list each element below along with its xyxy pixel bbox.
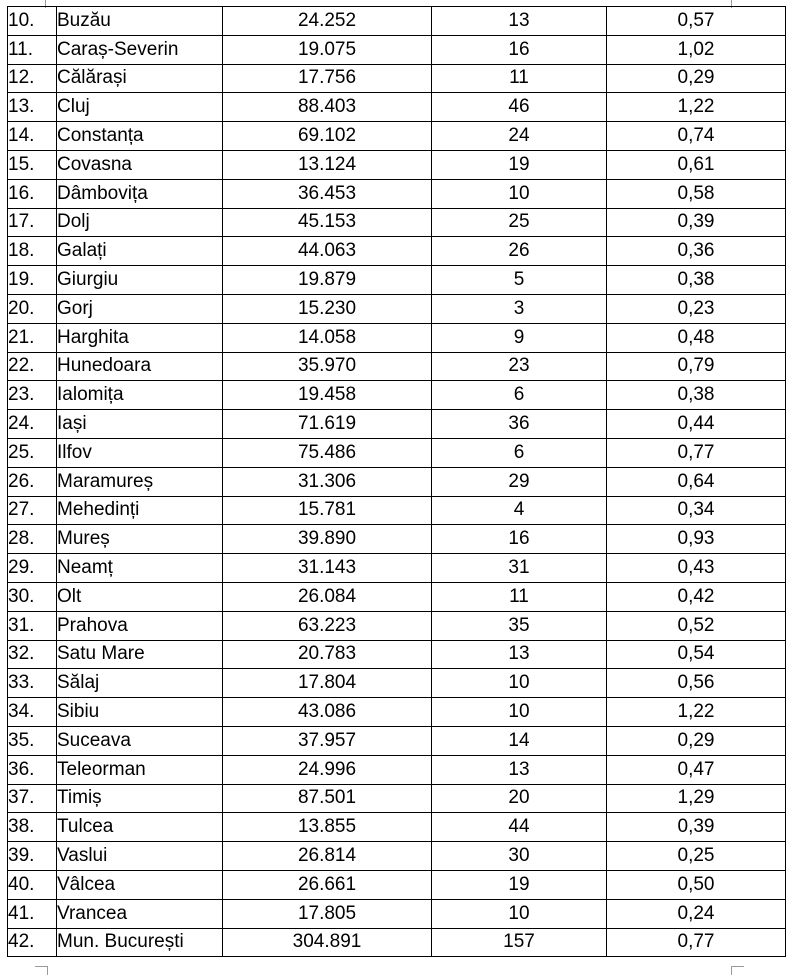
population-value: 13.124 [223,150,432,179]
row-number: 37. [8,784,57,813]
population-value: 75.486 [223,438,432,467]
row-number: 30. [8,582,57,611]
row-number: 41. [8,899,57,928]
count-value: 16 [432,525,607,554]
population-value: 24.252 [223,7,432,36]
ratio-value: 0,77 [607,928,786,957]
county-name: Giurgiu [57,266,223,295]
ratio-value: 0,36 [607,237,786,266]
population-value: 44.063 [223,237,432,266]
ratio-value: 0,52 [607,611,786,640]
row-number: 16. [8,179,57,208]
count-value: 35 [432,611,607,640]
row-number: 38. [8,813,57,842]
county-name: Neamț [57,554,223,583]
row-number: 33. [8,669,57,698]
table-row [8,726,786,755]
table-row [8,784,786,813]
population-value: 87.501 [223,784,432,813]
county-name: Călărași [57,64,223,93]
county-name: Suceava [57,726,223,755]
population-value: 304.891 [223,928,432,957]
county-name: Ialomița [57,381,223,410]
county-name: Timiș [57,784,223,813]
county-data-table [7,6,786,957]
table-row [8,179,786,208]
table-row [8,35,786,64]
ratio-value: 0,43 [607,554,786,583]
count-value: 46 [432,93,607,122]
row-number: 12. [8,64,57,93]
population-value: 43.086 [223,698,432,727]
table-row [8,93,786,122]
row-number: 42. [8,928,57,957]
row-number: 11. [8,35,57,64]
row-number: 18. [8,237,57,266]
crop-mark-bottom-right [731,966,744,975]
row-number: 31. [8,611,57,640]
population-value: 26.661 [223,870,432,899]
ratio-value: 0,61 [607,150,786,179]
county-name: Maramureș [57,467,223,496]
population-value: 45.153 [223,208,432,237]
population-value: 63.223 [223,611,432,640]
population-value: 31.143 [223,554,432,583]
table-row [8,150,786,179]
county-name: Dolj [57,208,223,237]
ratio-value: 0,93 [607,525,786,554]
count-value: 10 [432,179,607,208]
row-number: 22. [8,352,57,381]
table-row [8,582,786,611]
count-value: 9 [432,323,607,352]
count-value: 30 [432,842,607,871]
county-name: Vrancea [57,899,223,928]
table-row [8,381,786,410]
ratio-value: 0,77 [607,438,786,467]
county-name: Galați [57,237,223,266]
ratio-value: 0,57 [607,7,786,36]
population-value: 36.453 [223,179,432,208]
county-name: Mun. București [57,928,223,957]
table-row [8,698,786,727]
table-row [8,899,786,928]
table-row [8,122,786,151]
row-number: 23. [8,381,57,410]
population-value: 19.075 [223,35,432,64]
ratio-value: 1,02 [607,35,786,64]
population-value: 13.855 [223,813,432,842]
table-row [8,640,786,669]
county-name: Olt [57,582,223,611]
table-row [8,870,786,899]
table-row [8,525,786,554]
count-value: 44 [432,813,607,842]
count-value: 13 [432,7,607,36]
count-value: 11 [432,64,607,93]
county-name: Iași [57,410,223,439]
count-value: 26 [432,237,607,266]
population-value: 26.814 [223,842,432,871]
population-value: 39.890 [223,525,432,554]
row-number: 28. [8,525,57,554]
ratio-value: 0,38 [607,381,786,410]
row-number: 25. [8,438,57,467]
county-name: Buzău [57,7,223,36]
ratio-value: 0,48 [607,323,786,352]
ratio-value: 0,29 [607,64,786,93]
row-number: 40. [8,870,57,899]
count-value: 25 [432,208,607,237]
ratio-value: 0,39 [607,813,786,842]
county-name: Gorj [57,294,223,323]
ratio-value: 0,44 [607,410,786,439]
table-row [8,208,786,237]
count-value: 6 [432,438,607,467]
ratio-value: 0,34 [607,496,786,525]
table-row [8,410,786,439]
table-row [8,755,786,784]
table-row [8,294,786,323]
row-number: 32. [8,640,57,669]
population-value: 24.996 [223,755,432,784]
county-name: Sibiu [57,698,223,727]
county-name: Sălaj [57,669,223,698]
population-value: 37.957 [223,726,432,755]
count-value: 14 [432,726,607,755]
population-value: 20.783 [223,640,432,669]
table-row [8,928,786,957]
county-name: Caraș-Severin [57,35,223,64]
ratio-value: 1,22 [607,698,786,727]
table-row [8,323,786,352]
row-number: 34. [8,698,57,727]
crop-mark-bottom-left [35,966,48,975]
count-value: 10 [432,698,607,727]
count-value: 36 [432,410,607,439]
table-row [8,813,786,842]
ratio-value: 1,29 [607,784,786,813]
ratio-value: 0,47 [607,755,786,784]
county-name: Prahova [57,611,223,640]
county-name: Ilfov [57,438,223,467]
county-name: Vaslui [57,842,223,871]
population-value: 17.756 [223,64,432,93]
count-value: 13 [432,640,607,669]
table-row [8,237,786,266]
count-value: 24 [432,122,607,151]
table-row [8,669,786,698]
table-body [8,7,786,957]
count-value: 19 [432,150,607,179]
population-value: 15.781 [223,496,432,525]
ratio-value: 0,54 [607,640,786,669]
population-value: 35.970 [223,352,432,381]
table-row [8,611,786,640]
row-number: 13. [8,93,57,122]
count-value: 5 [432,266,607,295]
row-number: 29. [8,554,57,583]
count-value: 3 [432,294,607,323]
row-number: 10. [8,7,57,36]
row-number: 20. [8,294,57,323]
count-value: 23 [432,352,607,381]
county-name: Tulcea [57,813,223,842]
county-name: Cluj [57,93,223,122]
table-row [8,438,786,467]
table-row [8,496,786,525]
ratio-value: 0,42 [607,582,786,611]
population-value: 19.458 [223,381,432,410]
ratio-value: 0,38 [607,266,786,295]
population-value: 14.058 [223,323,432,352]
count-value: 31 [432,554,607,583]
ratio-value: 0,79 [607,352,786,381]
count-value: 157 [432,928,607,957]
count-value: 16 [432,35,607,64]
county-name: Teleorman [57,755,223,784]
count-value: 4 [432,496,607,525]
row-number: 26. [8,467,57,496]
ratio-value: 0,29 [607,726,786,755]
ratio-value: 0,23 [607,294,786,323]
count-value: 6 [432,381,607,410]
ratio-value: 0,64 [607,467,786,496]
ratio-value: 1,22 [607,93,786,122]
row-number: 14. [8,122,57,151]
count-value: 10 [432,899,607,928]
ratio-value: 0,56 [607,669,786,698]
row-number: 36. [8,755,57,784]
table-row [8,467,786,496]
population-value: 15.230 [223,294,432,323]
table-row [8,352,786,381]
county-name: Harghita [57,323,223,352]
population-value: 17.805 [223,899,432,928]
county-name: Mureș [57,525,223,554]
count-value: 29 [432,467,607,496]
row-number: 15. [8,150,57,179]
table-row [8,7,786,36]
row-number: 17. [8,208,57,237]
population-value: 71.619 [223,410,432,439]
table-row [8,554,786,583]
county-name: Dâmbovița [57,179,223,208]
ratio-value: 0,39 [607,208,786,237]
population-value: 26.084 [223,582,432,611]
ratio-value: 0,58 [607,179,786,208]
county-name: Mehedinți [57,496,223,525]
count-value: 19 [432,870,607,899]
row-number: 19. [8,266,57,295]
table-row [8,842,786,871]
table-row [8,64,786,93]
ratio-value: 0,24 [607,899,786,928]
row-number: 39. [8,842,57,871]
row-number: 35. [8,726,57,755]
ratio-value: 0,50 [607,870,786,899]
county-name: Vâlcea [57,870,223,899]
row-number: 21. [8,323,57,352]
count-value: 13 [432,755,607,784]
county-name: Constanța [57,122,223,151]
population-value: 17.804 [223,669,432,698]
county-name: Satu Mare [57,640,223,669]
county-name: Covasna [57,150,223,179]
population-value: 69.102 [223,122,432,151]
population-value: 19.879 [223,266,432,295]
ratio-value: 0,74 [607,122,786,151]
count-value: 20 [432,784,607,813]
population-value: 31.306 [223,467,432,496]
ratio-value: 0,25 [607,842,786,871]
county-name: Hunedoara [57,352,223,381]
row-number: 24. [8,410,57,439]
count-value: 10 [432,669,607,698]
count-value: 11 [432,582,607,611]
population-value: 88.403 [223,93,432,122]
table-row [8,266,786,295]
row-number: 27. [8,496,57,525]
